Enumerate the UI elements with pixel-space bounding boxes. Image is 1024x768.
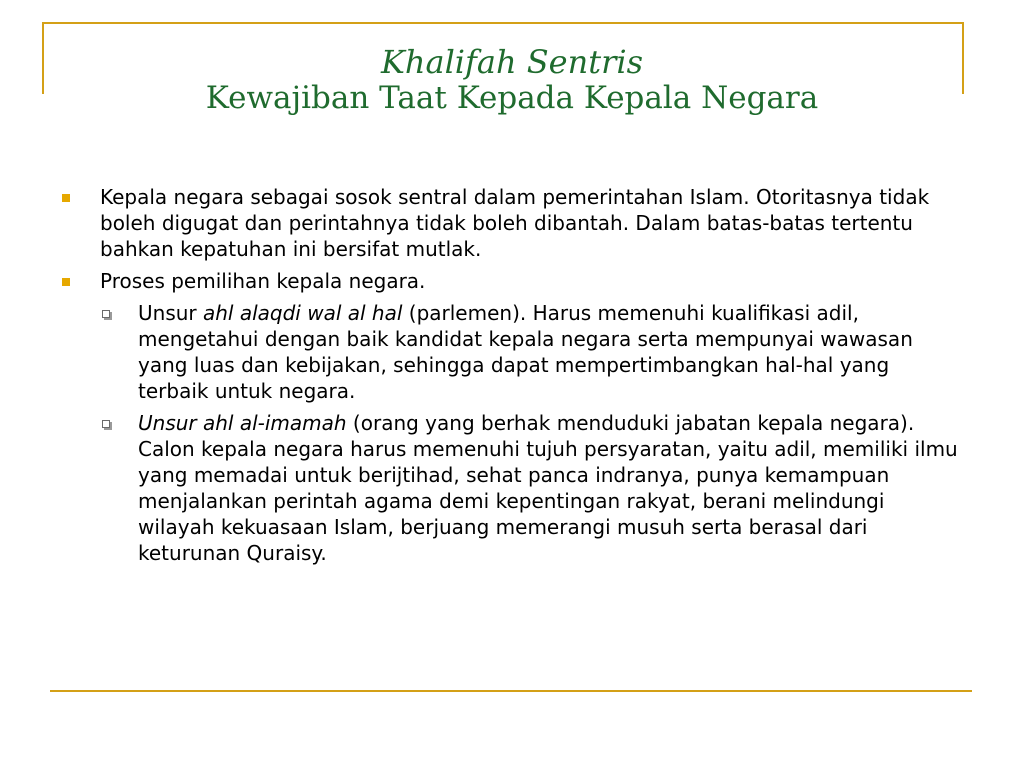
sub-bullet-italic-term: ahl alaqdi wal al hal <box>203 301 403 325</box>
frame-bottom-line <box>50 690 972 692</box>
title-line-1: Khalifah Sentris <box>380 43 644 81</box>
sub-bullet-prefix: Unsur <box>138 301 203 325</box>
square-bullet-icon <box>62 194 70 202</box>
hollow-square-bullet-icon <box>102 310 110 318</box>
sub-bullet-item <box>60 300 960 404</box>
title-line-2: Kewajiban Taat Kepada Kepala Negara <box>205 79 819 116</box>
sub-bullet-item <box>60 410 960 566</box>
bullet-text: Kepala negara sebagai sosok sentral dalam pemerintahan Islam. Otoritasnya tidak boleh digugat dan perintahnya tidak boleh dibantah. Dalam batas-batas tertentu bahkan kepatuhan ini bersifat mutlak. <box>100 185 930 261</box>
sub-bullet-italic-term: Unsur ahl al-imamah <box>138 411 347 435</box>
bullet-text: Proses pemilihan kepala negara. <box>100 269 426 293</box>
slide-content <box>60 184 960 572</box>
frame-left-line <box>42 22 44 94</box>
bullet-item <box>60 268 960 294</box>
hollow-square-bullet-icon <box>102 420 110 428</box>
square-bullet-icon <box>62 278 70 286</box>
bullet-item <box>60 184 960 262</box>
slide-title <box>60 44 964 116</box>
sub-bullet-rest: (parlemen). Harus memenuhi kualifikasi adil, mengetahui dengan baik kandidat kepala negara serta mempunyai wawasan yang luas dan kebijakan, sehingga dapat mempertimbangkan hal-hal yang terbaik untuk negara. <box>138 301 913 403</box>
frame-top-line <box>42 22 964 24</box>
sub-bullet-rest: (orang yang berhak menduduki jabatan kepala negara). Calon kepala negara harus memenuhi tujuh persyaratan, yaitu adil, memiliki ilmu yang memadai untuk berijtihad, sehat panca indranya, punya kemampuan menjalankan perintah agama demi kepentingan rakyat, berani melindungi wilayah kekuasaan Islam, berjuang memerangi musuh serta berasal dari keturunan Quraisy. <box>138 411 958 565</box>
